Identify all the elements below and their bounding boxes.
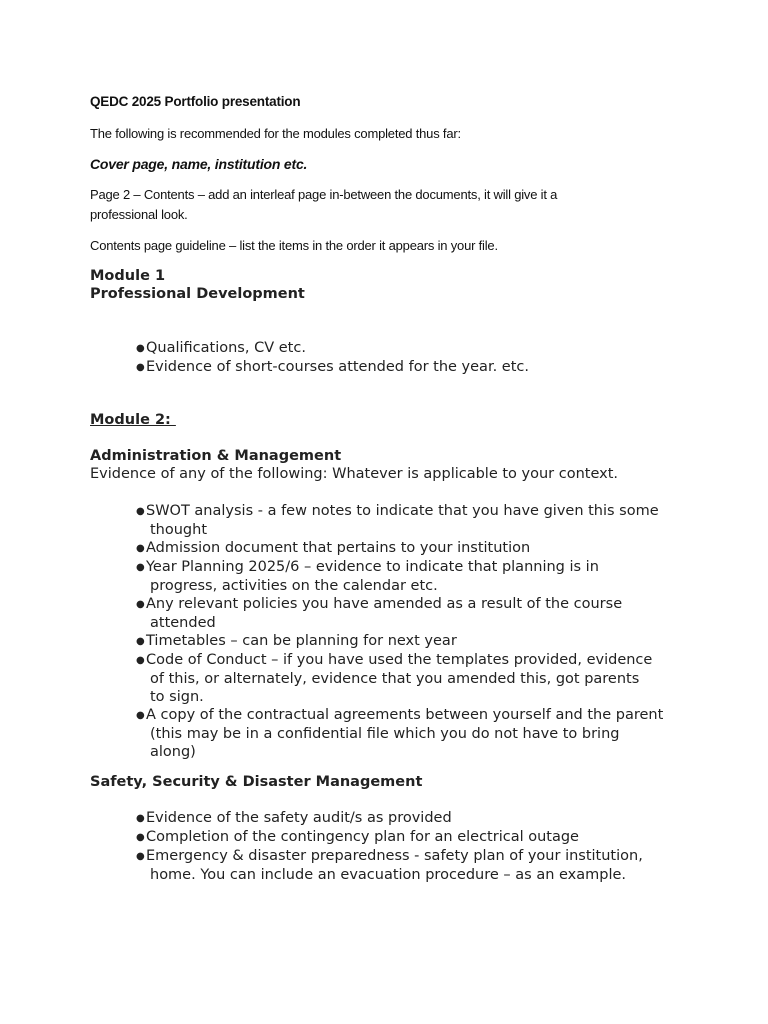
list-item: ●Evidence of the safety audit/s as provided bbox=[136, 810, 452, 826]
admin-management-intro: Evidence of any of the following: Whatever is applicable to your context. bbox=[90, 466, 619, 482]
cover-page-line: Cover page, name, institution etc. bbox=[90, 156, 308, 172]
bullet-icon: ● bbox=[136, 343, 145, 354]
bullet-icon: ● bbox=[136, 543, 145, 554]
bullet-icon: ● bbox=[136, 710, 145, 721]
list-item: ●Evidence of short-courses attended for the year. etc. bbox=[136, 359, 529, 375]
list-item: ●Admission document that pertains to your institution bbox=[136, 540, 531, 556]
list-item: ●Timetables – can be planning for next year bbox=[136, 633, 457, 649]
module1-subheading: Professional Development bbox=[90, 286, 305, 302]
module1-bullet-list bbox=[0, 339, 690, 377]
bullet-icon: ● bbox=[136, 636, 145, 647]
bullet-icon: ● bbox=[136, 506, 145, 517]
bullet-icon: ● bbox=[136, 851, 145, 862]
page2-line-2: professional look. bbox=[90, 207, 188, 222]
safety-bullet-list bbox=[0, 809, 690, 884]
list-item: ●Emergency & disaster preparedness - safety plan of your institution, home. You can include an evacuation procedure – as an example. bbox=[136, 848, 643, 883]
list-item: ●Code of Conduct – if you have used the templates provided, evidence of this, or alternately, evidence that you amended this, got parents to sign. bbox=[136, 652, 653, 705]
bullet-icon: ● bbox=[136, 655, 145, 666]
admin-bullet-list bbox=[0, 502, 690, 761]
bullet-icon: ● bbox=[136, 599, 145, 610]
list-item: ●Completion of the contingency plan for an electrical outage bbox=[136, 829, 579, 845]
page2-line-1: Page 2 – Contents – add an interleaf page in-between the documents, it will give it a bbox=[90, 187, 558, 202]
contents-guideline: Contents page guideline – list the items in the order it appears in your file. bbox=[90, 238, 498, 253]
bullet-icon: ● bbox=[136, 362, 145, 373]
list-item: ●A copy of the contractual agreements between yourself and the parent (this may be in a confidential file which you do not have to bring along) bbox=[136, 707, 664, 760]
bullet-icon: ● bbox=[136, 813, 145, 824]
module1-heading: Module 1 bbox=[90, 268, 166, 284]
intro-paragraph: The following is recommended for the modules completed thus far: bbox=[90, 126, 461, 141]
list-item: ●Qualifications, CV etc. bbox=[136, 340, 306, 356]
bullet-icon: ● bbox=[136, 832, 145, 843]
admin-management-heading: Administration & Management bbox=[90, 448, 342, 464]
module2-heading: Module 2: bbox=[90, 412, 176, 428]
list-item: ●Year Planning 2025/6 – evidence to indicate that planning is in progress, activities on the calendar etc. bbox=[136, 559, 599, 594]
list-item: ●SWOT analysis - a few notes to indicate that you have given this some thought bbox=[136, 503, 659, 538]
safety-security-heading: Safety, Security & Disaster Management bbox=[90, 774, 423, 790]
list-item: ●Any relevant policies you have amended as a result of the course attended bbox=[136, 596, 623, 631]
bullet-icon: ● bbox=[136, 562, 145, 573]
document-title: QEDC 2025 Portfolio presentation bbox=[90, 94, 301, 109]
